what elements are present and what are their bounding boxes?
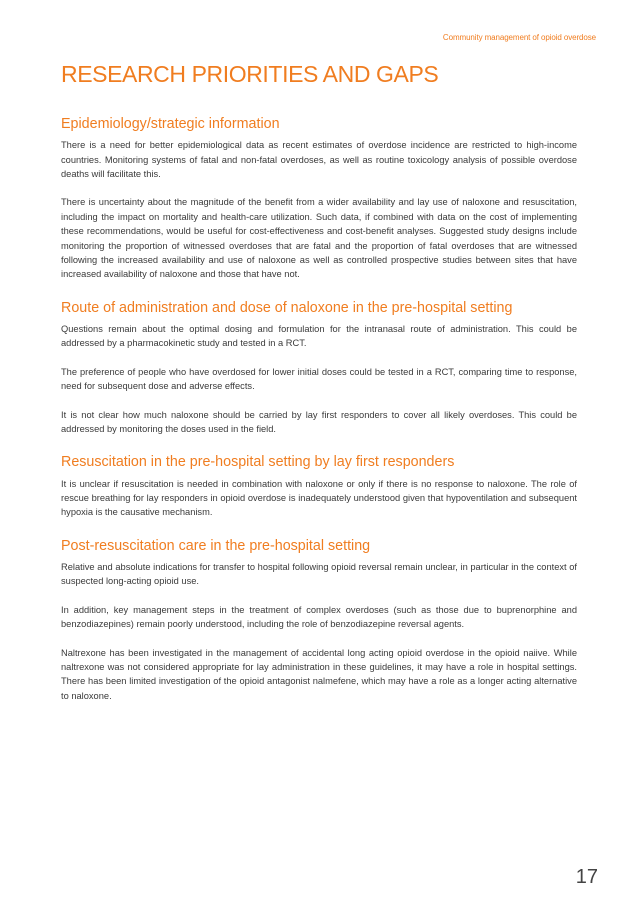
paragraph: There is a need for better epidemiological data as recent estimates of overdose incidence are restricted to high-income countries. Monitoring systems of fatal and non-fatal overdoses, as well as routine toxicology analysis of possible overdose deaths will facilitate this. — [61, 140, 577, 179]
paragraph: Questions remain about the optimal dosing and formulation for the intranasal route of administration. This could be addressed by a pharmacokinetic study and tested in a RCT. — [61, 323, 577, 349]
paragraph: It is not clear how much naloxone should be carried by lay first responders to cover all likely overdoses. This could be addressed by monitoring the doses used in the field. — [61, 409, 577, 434]
paragraph: There is uncertainty about the magnitude of the benefit from a wider availability and lay use of naloxone and resuscitation, including the impact on mortality and health-care utilization. Such data, if combined with data on the cost of implementing these recommendations, would be useful for cost-effectiveness and cost-benefit analyses. Suggested study designs include monitoring the proportion of witnessed overdoses that are fatal and the proportion of fatal overdoses that are witnessed following the increased availability and use of naloxone as well as controlled prospective studies between sites that have increased availability of naloxone and those that have not. — [61, 197, 577, 280]
paragraph: It is unclear if resuscitation is needed in combination with naloxone or only if there is no response to naloxone. The role of rescue breathing for lay responders in opioid overdose is inadequately understood given that hypoventilation and subsequent hypoxia is the causative mechanism. — [61, 478, 577, 518]
running-header: Community management of opioid overdose — [442, 33, 596, 42]
paragraph: In addition, key management steps in the treatment of complex overdoses (such as those due to buprenorphine and benzodiazepines) remain poorly understood, including the role of benzodiazepine reversal agents. — [61, 604, 577, 630]
page-number: 17 — [575, 866, 598, 888]
content-body — [61, 116, 577, 721]
section-heading: Post-resuscitation care in the pre-hospital setting — [61, 537, 371, 554]
section-resuscitation — [61, 454, 577, 519]
section-heading: Route of administration and dose of naloxone in the pre-hospital setting — [61, 299, 513, 316]
section-heading: Resuscitation in the pre-hospital setting by lay first responders — [61, 454, 455, 471]
page-title: RESEARCH PRIORITIES AND GAPS — [61, 61, 439, 87]
section-route-of-administration — [61, 300, 577, 437]
paragraph: Relative and absolute indications for transfer to hospital following opioid reversal remain unclear, in particular in the context of suspected long-acting opioid use. — [61, 561, 577, 587]
paragraph: Naltrexone has been investigated in the management of accidental long acting opioid overdose in the opioid naiive. While naltrexone was not considered appropriate for lay administration in these guidelines, it may have a role in hospital settings. There has been limited investigation of the opioid antagonist nalmefene, which may have a role as a longer acting alternative to naloxone. — [61, 647, 577, 701]
section-epidemiology — [61, 116, 577, 282]
section-post-resuscitation — [61, 538, 577, 703]
paragraph: The preference of people who have overdosed for lower initial doses could be tested in a RCT, comparing time to response, need for subsequent dose and adverse effects. — [61, 366, 577, 392]
section-heading: Epidemiology/strategic information — [61, 116, 280, 132]
